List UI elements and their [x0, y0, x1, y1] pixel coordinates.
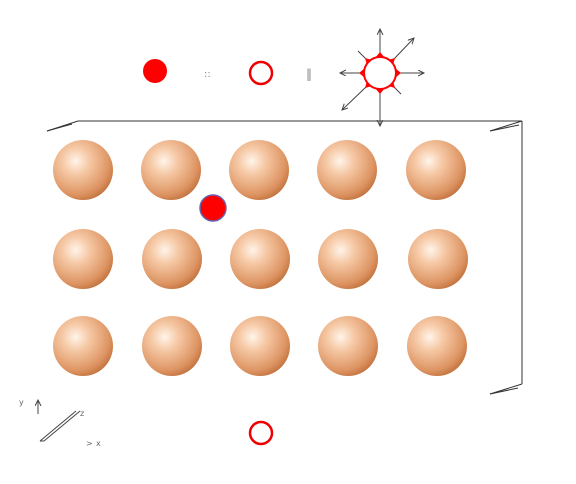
axes-indicator — [38, 400, 80, 441]
lattice-atom — [407, 316, 467, 376]
lattice-atom — [53, 140, 113, 200]
lattice-atom — [53, 316, 113, 376]
lattice-atom — [230, 229, 290, 289]
legend-equation — [143, 29, 424, 126]
lattice-row-2 — [53, 229, 468, 289]
axis-x-arrow: > — [86, 439, 93, 448]
lattice-atom — [230, 316, 290, 376]
lattice-atom — [53, 229, 113, 289]
axis-x-label: x — [96, 439, 101, 448]
interstitial-particle — [200, 195, 226, 221]
lattice-atom — [318, 316, 378, 376]
lattice-atom — [317, 140, 377, 200]
axis-y-label: y — [19, 398, 24, 407]
bottom-vacancy-marker — [250, 422, 272, 444]
lattice-atom — [142, 316, 202, 376]
radiating-vacancy-icon — [340, 29, 424, 126]
lattice-atom — [142, 229, 202, 289]
filled-particle-icon — [143, 59, 167, 83]
operator-1: :: — [204, 69, 211, 80]
lattice-atom — [141, 140, 201, 200]
lattice-row-3 — [53, 316, 467, 376]
lattice-atom — [318, 229, 378, 289]
lattice-atom — [406, 140, 466, 200]
lattice-atom — [408, 229, 468, 289]
axis-z-label: z — [80, 409, 85, 418]
operator-2: ‖ — [306, 67, 312, 81]
lattice-row-1 — [53, 140, 466, 200]
lattice-atom — [229, 140, 289, 200]
vacancy-particle-icon — [250, 62, 272, 84]
